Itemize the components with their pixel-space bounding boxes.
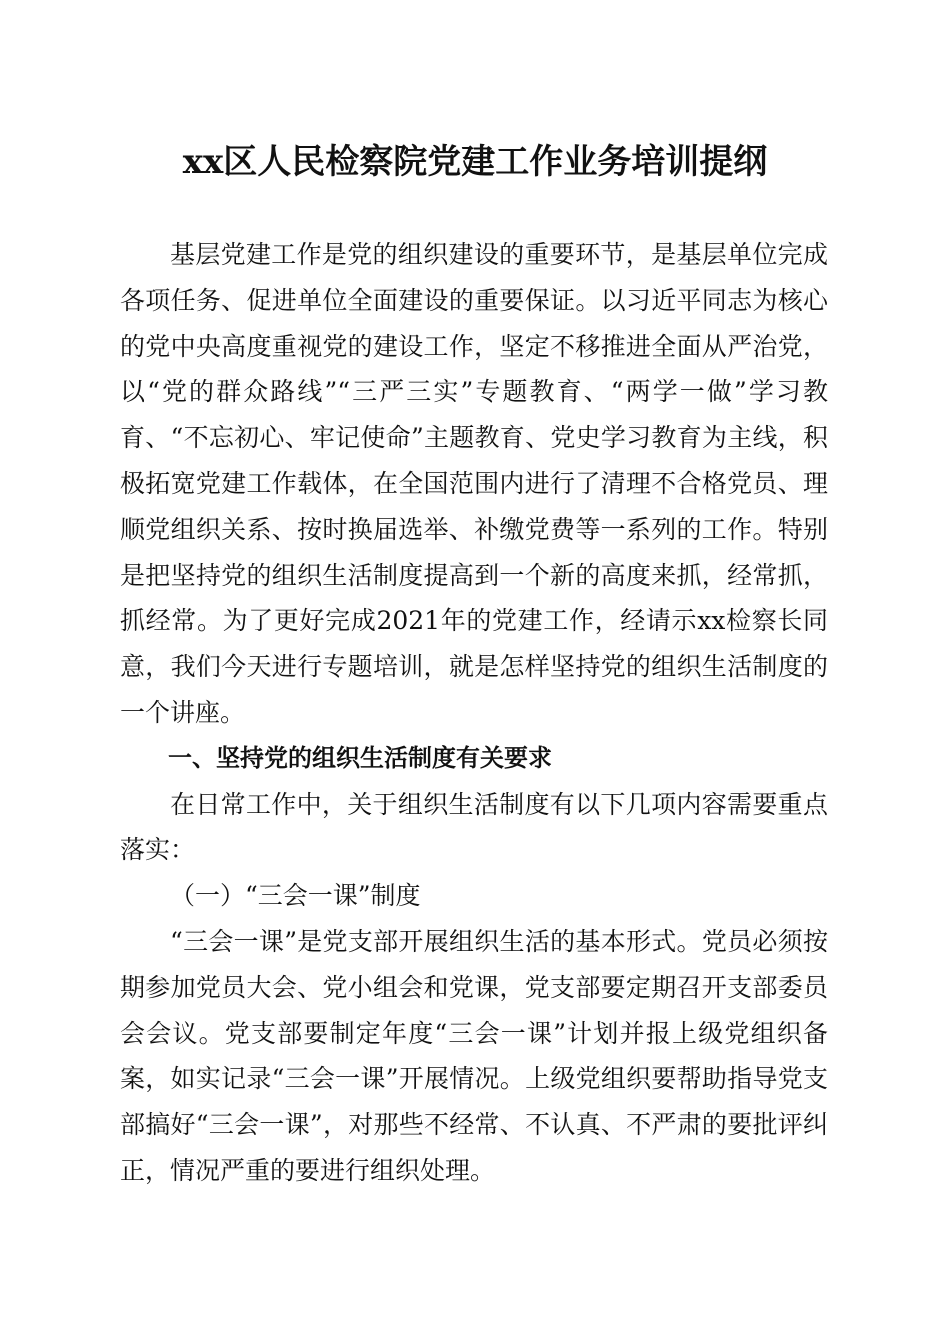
section-heading-1: 一、坚持党的组织生活制度有关要求 (168, 743, 552, 772)
section-intro-paragraph: 在日常工作中，关于组织生活制度有以下几项内容需要重点落实： (120, 789, 828, 865)
document-title: xx区人民检察院党建工作业务培训提纲 (182, 142, 768, 182)
intro-paragraph: 基层党建工作是党的组织建设的重要环节，是基层单位完成各项任务、促进单位全面建设的重要保证。以习近平同志为核心的党中央高度重视党的建设工作，坚定不移推进全面从严治党，以“党的群众路线”“三严三实”专题教育、“两学一做”学习教育、“不忘初心、牢记使命”主题教育、党史学习教育为主线，积极拓宽党建工作载体，在全国范围内进行了清理不合格党员、理顺党组织关系、按时换届选举、补缴党费等一系列的工作。特别是把坚持党的组织生活制度提高到一个新的高度来抓，经常抓，抓经常。为了更好完成2021年的党建工作，经请示xx检察长同意，我们今天进行专题培训，就是怎样坚持党的组织生活制度的一个讲座。 (120, 240, 828, 727)
document-body (120, 232, 828, 1194)
subsection-heading-1: （一）“三会一课”制度 (170, 881, 421, 911)
subsection-paragraph-1: “三会一课”是党支部开展组织生活的基本形式。党员必须按期参加党员大会、党小组会和党课，党支部要定期召开支部委员会会议。党支部要制定年度“三会一课”计划并报上级党组织备案，如实记录“三会一课”开展情况。上级党组织要帮助指导党支部搞好“三会一课”，对那些不经常、不认真、不严肃的要批评纠正，情况严重的要进行组织处理。 (120, 926, 828, 1185)
